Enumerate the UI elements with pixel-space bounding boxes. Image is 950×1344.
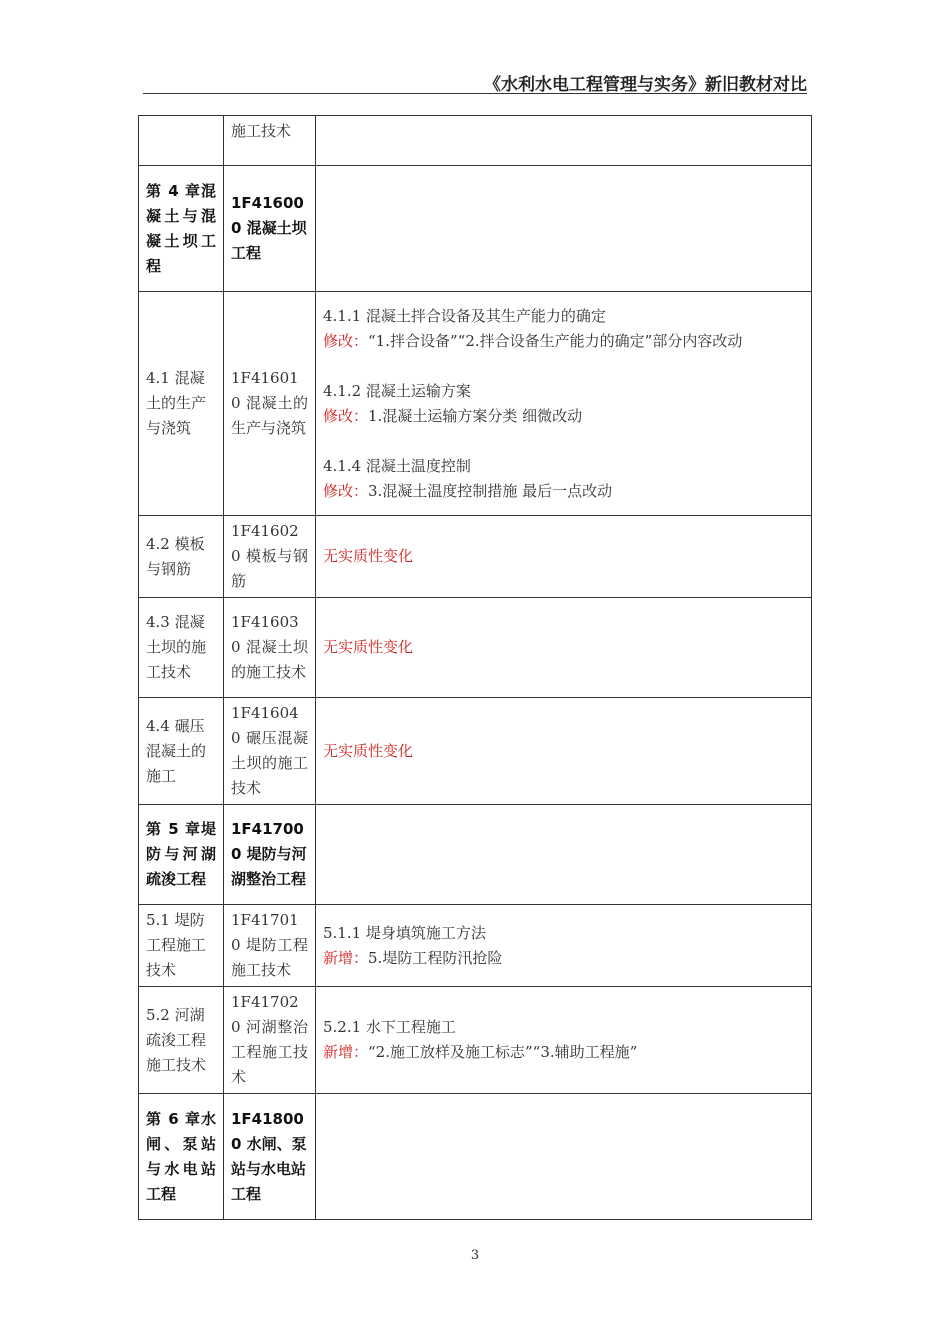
change-text: 3.混凝土温度控制措施 最后一点改动 [368, 481, 613, 500]
table-row [139, 698, 812, 805]
section-title: 4.2 模板与钢筋 [139, 516, 224, 598]
table-cell-changes [316, 805, 812, 905]
chapter-title: 第 4 章混凝土与混凝土坝工程 [139, 166, 224, 292]
comparison-table [138, 115, 812, 1220]
section-title: 5.1 堤防工程施工技术 [139, 905, 224, 987]
chapter-code: 1F416000 混凝土坝工程 [224, 166, 316, 292]
change-text: 1.混凝土运输方案分类 细微改动 [368, 406, 583, 425]
chapter-title: 第 5 章堤防与河湖疏浚工程 [139, 805, 224, 905]
table-cell-changes [316, 1094, 812, 1220]
table-row [139, 987, 812, 1094]
section-title: 4.4 碾压混凝土的施工 [139, 698, 224, 805]
change-entry [323, 1040, 804, 1065]
no-change-note: 无实质性变化 [316, 698, 812, 805]
change-text: 5.堤防工程防汛抢险 [368, 948, 503, 967]
change-text: “1.拌合设备”“2.拌合设备生产能力的确定”部分内容改动 [368, 331, 743, 350]
table-cell-changes [316, 987, 812, 1094]
table-cell-changes [316, 905, 812, 987]
section-code: 1F416030 混凝土坝的施工技术 [224, 598, 316, 698]
change-entry [323, 479, 804, 504]
section-title: 5.2 河湖疏浚工程施工技术 [139, 987, 224, 1094]
no-change-note: 无实质性变化 [316, 598, 812, 698]
change-label: 修改： [323, 331, 369, 350]
table-row [139, 516, 812, 598]
change-title: 5.1.1 堤身填筑施工方法 [323, 923, 486, 942]
change-label: 修改： [323, 406, 369, 425]
table-row [139, 805, 812, 905]
table-row [139, 166, 812, 292]
section-code: 1F416040 碾压混凝土坝的施工技术 [224, 698, 316, 805]
table-row [139, 598, 812, 698]
table-row [139, 116, 812, 166]
change-label: 修改： [323, 481, 369, 500]
table-cell-code: 施工技术 [224, 116, 316, 166]
chapter-code: 1F418000 水闸、泵站与水电站工程 [224, 1094, 316, 1220]
change-title: 4.1.4 混凝土温度控制 [323, 456, 471, 475]
change-label: 新增： [323, 948, 369, 967]
section-title: 4.3 混凝土坝的施工技术 [139, 598, 224, 698]
section-code: 1F417010 堤防工程施工技术 [224, 905, 316, 987]
table-row [139, 292, 812, 516]
change-entry [323, 329, 804, 354]
change-text: “2.施工放样及施工标志”“3.辅助工程施” [368, 1043, 638, 1061]
table-row [139, 1094, 812, 1220]
section-title: 4.1 混凝土的生产与浇筑 [139, 292, 224, 516]
change-title: 4.1.2 混凝土运输方案 [323, 381, 471, 400]
table-cell-changes [316, 116, 812, 166]
table-cell-section [139, 116, 224, 166]
change-title: 5.2.1 水下工程施工 [323, 1018, 456, 1036]
no-change-note: 无实质性变化 [316, 516, 812, 598]
spacer [323, 429, 804, 454]
table-cell-changes [316, 292, 812, 516]
page-number: 3 [470, 1248, 480, 1263]
chapter-code: 1F417000 堤防与河湖整治工程 [224, 805, 316, 905]
spacer [323, 354, 804, 379]
table-row [139, 905, 812, 987]
section-code: 1F416010 混凝土的生产与浇筑 [224, 292, 316, 516]
chapter-title: 第 6 章水闸、泵站与水电站工程 [139, 1094, 224, 1220]
header-rule [143, 93, 807, 94]
section-code: 1F416020 模板与钢筋 [224, 516, 316, 598]
document-header: 《水利水电工程管理与实务》新旧教材对比 [484, 75, 807, 95]
change-title: 4.1.1 混凝土拌合设备及其生产能力的确定 [323, 306, 606, 325]
change-label: 新增： [323, 1043, 369, 1061]
section-code: 1F417020 河湖整治工程施工技术 [224, 987, 316, 1094]
change-entry [323, 404, 804, 429]
table-cell-changes [316, 166, 812, 292]
change-entry [323, 946, 804, 971]
